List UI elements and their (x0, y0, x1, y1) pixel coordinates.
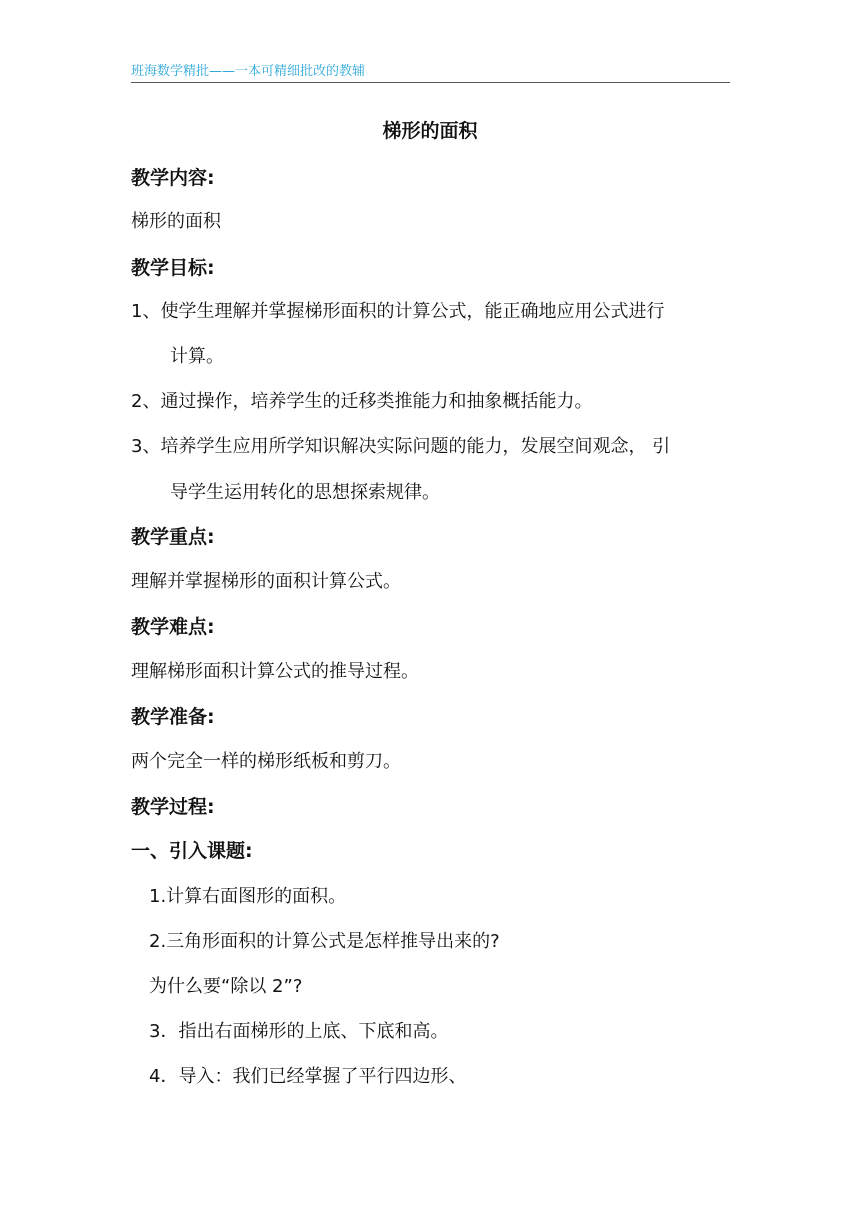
prep-heading: 教学准备: (131, 706, 215, 728)
content-text: 梯形的面积 (131, 211, 221, 232)
key-text: 理解并掌握梯形的面积计算公式。 (131, 571, 401, 592)
step-1: 1.计算右面图形的面积。 (149, 886, 347, 907)
step-3: 3．指出右面梯形的上底、下底和高。 (149, 1021, 449, 1042)
difficulty-text: 理解梯形面积计算公式的推导过程。 (131, 661, 419, 682)
process-heading: 教学过程: (131, 796, 215, 818)
header-divider (131, 82, 730, 83)
difficulty-heading: 教学难点: (131, 616, 215, 638)
content-heading: 教学内容: (131, 167, 215, 189)
goal-3-line-1: 3、培养学生应用所学知识解决实际问题的能力，发展空间观念， 引 (131, 436, 671, 457)
step-2: 2.三角形面积的计算公式是怎样推导出来的? (149, 931, 500, 952)
goal-1-line-2: 计算。 (170, 346, 224, 367)
document-header: 班海数学精批——一本可精细批改的教辅 (131, 64, 366, 79)
key-heading: 教学重点: (131, 526, 215, 548)
goal-3-line-2: 导学生运用转化的思想探索规律。 (170, 482, 440, 503)
intro-heading: 一、引入课题: (131, 840, 253, 862)
step-4: 4．导入：我们已经掌握了平行四边形、 (149, 1066, 467, 1087)
prep-text: 两个完全一样的梯形纸板和剪刀。 (131, 751, 401, 772)
step-2-question: 为什么要“除以 2”? (149, 976, 303, 997)
page-title: 梯形的面积 (382, 120, 478, 142)
goals-heading: 教学目标: (131, 257, 215, 279)
goal-2: 2、通过操作，培养学生的迁移类推能力和抽象概括能力。 (131, 391, 593, 412)
goal-1-line-1: 1、使学生理解并掌握梯形面积的计算公式，能正确地应用公式进行 (131, 301, 665, 322)
